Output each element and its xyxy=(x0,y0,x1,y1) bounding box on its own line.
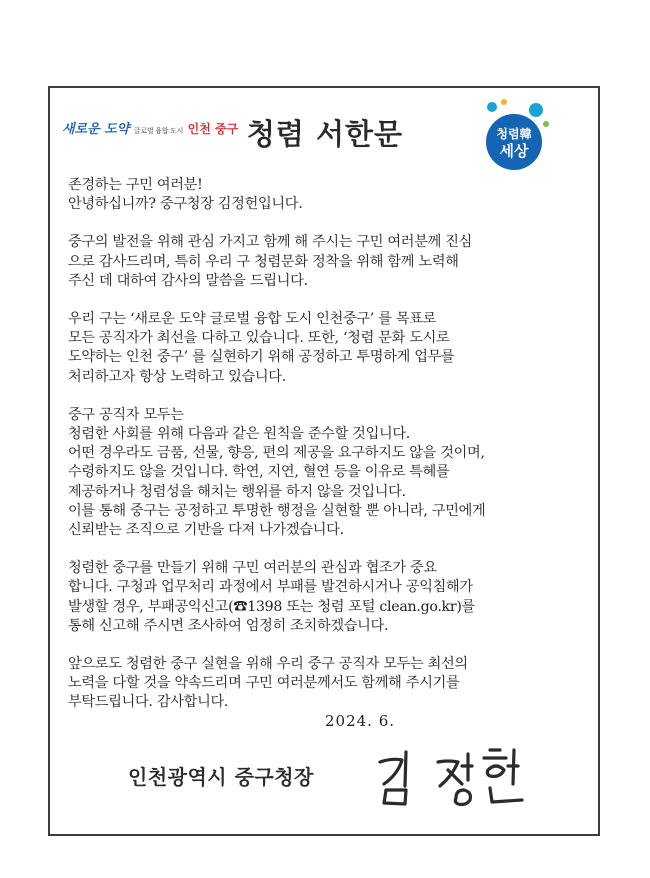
date-text: 2024. 6. xyxy=(324,712,396,730)
integrity-world-logo xyxy=(480,98,550,173)
signer-title: 인천광역시 중구청장 xyxy=(128,765,314,789)
text-line: 우리 구는 ‘새로운 도약 글로벌 융합 도시 인천중구’ 를 목표로 xyxy=(68,311,437,328)
text-line: 합니다. 구청과 업무처리 과정에서 부패를 발견하시거나 공익침해가 xyxy=(68,579,473,596)
slogan-brand: 인천 중구 xyxy=(187,122,239,136)
paragraph-thanks xyxy=(68,233,588,291)
text-line: 처리하고자 항상 노력하고 있습니다. xyxy=(68,368,286,385)
text-line: 청렴한 중구를 만들기 위해 구민 여러분의 관심과 협조가 중요 xyxy=(68,560,437,577)
text-line: 도약하는 인천 중구’ 를 실현하기 위해 공정하고 투명하게 업무를 xyxy=(68,349,455,366)
paragraph-greeting xyxy=(68,176,588,214)
text-line: 이를 통해 중구는 공정하고 투명한 행정을 실현할 뿐 아니라, 구민에게 xyxy=(68,502,486,519)
text-line: 으로 감사드리며, 특히 우리 구 청렴문화 정착을 위해 함께 노력해 xyxy=(68,253,459,270)
text-line: 신뢰받는 조직으로 기반을 다져 나가겠습니다. xyxy=(68,522,344,539)
page-title: 청렴 서한문 xyxy=(246,117,404,151)
text-line: 통해 신고해 주시면 조사하여 엄정히 조치하겠습니다. xyxy=(68,617,389,634)
text-line: 앞으로도 청렴한 중구 실현을 위해 우리 중구 공직자 모두는 최선의 xyxy=(68,656,468,673)
text-line: 발생할 경우, 부패공익신고(☎1398 또는 청렴 포털 clean.go.kr)를 xyxy=(68,598,475,615)
text-line: 청렴한 사회를 위해 다음과 같은 원칙을 준수할 것입니다. xyxy=(68,426,410,443)
slogan-small: 글로벌 융합 도시 xyxy=(133,128,184,135)
text-line: 어떤 경우라도 금품, 선물, 향응, 편의 제공을 요구하지도 않을 것이며, xyxy=(68,445,485,462)
text-line: 존경하는 구민 여러분! xyxy=(68,177,203,193)
letter-body xyxy=(68,176,588,732)
letter-date xyxy=(0,712,650,730)
logo-text-line1: 청렴韓 xyxy=(496,127,532,141)
text-line: 중구의 발전을 위해 관심 가지고 함께 해 주시는 구민 여러분께 진심 xyxy=(68,234,473,251)
text-line: 제공하거나 청렴성을 해치는 행위를 하지 않을 것입니다. xyxy=(68,483,406,500)
logo-text-line2: 세상 xyxy=(499,142,529,160)
text-line: 노력을 다할 것을 약속드리며 구민 여러분께서도 함께해 주시기를 xyxy=(68,675,460,692)
paragraph-principles xyxy=(68,406,588,540)
handwritten-signature xyxy=(372,740,532,810)
text-line: 부탁드립니다. 감사합니다. xyxy=(68,694,229,711)
paragraph-reporting xyxy=(68,559,588,636)
text-line: 중구 공직자 모두는 xyxy=(68,406,184,423)
text-line: 안녕하십니까? 중구청장 김정헌입니다. xyxy=(68,196,303,213)
paragraph-closing xyxy=(68,655,588,713)
text-line: 모든 공직자가 최선을 다하고 있습니다. 또한, ‘청렴 문화 도시로 xyxy=(68,330,450,347)
slogan-script: 새로운 도약 xyxy=(62,122,130,137)
paragraph-goal xyxy=(68,310,588,387)
text-line: 수령하지도 않을 것입니다. 학연, 지연, 혈연 등을 이유로 특혜를 xyxy=(68,464,450,481)
text-line: 주신 데 대하여 감사의 말씀을 드립니다. xyxy=(68,272,308,289)
